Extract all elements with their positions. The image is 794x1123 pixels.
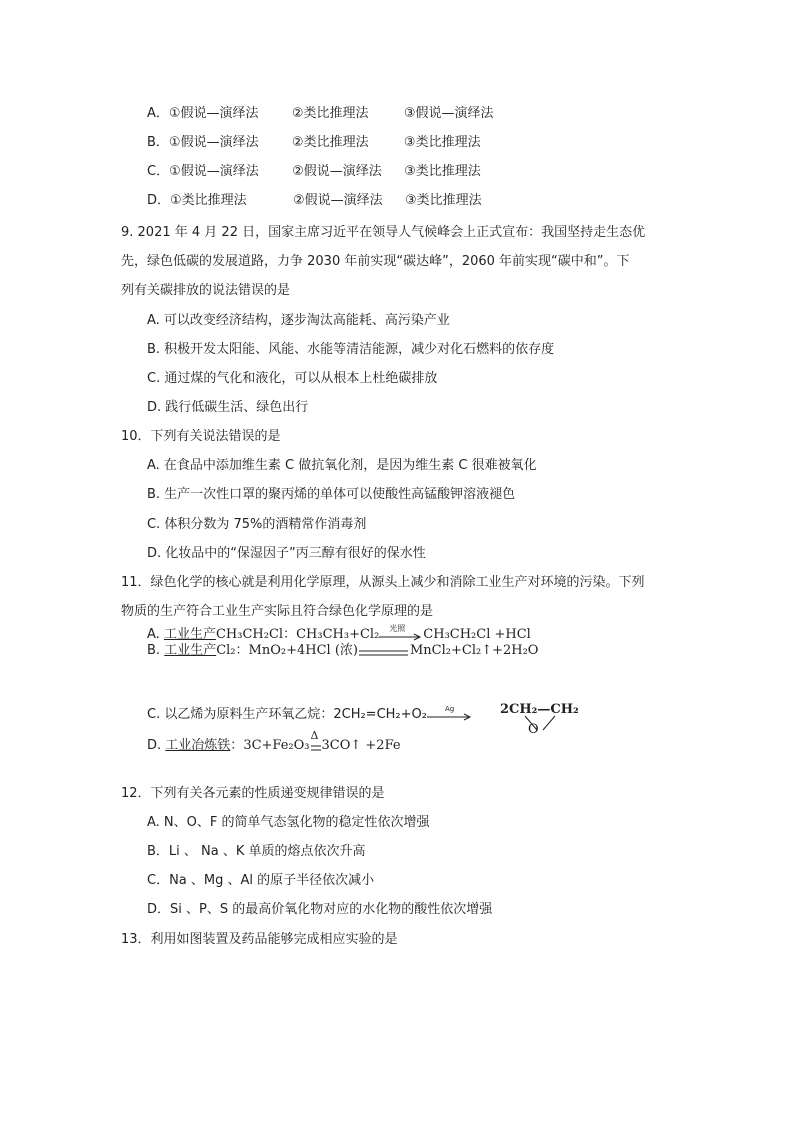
reaction-arrow xyxy=(379,623,423,642)
q10-option-a: A. 在食品中添加维生素 C 做抗氧化剂，是因为维生素 C 很难被氧化 xyxy=(147,458,537,473)
q10-stem: 10．下列有关说法错误的是 xyxy=(121,429,281,444)
arrow-condition: 光照 xyxy=(389,623,406,633)
products: MnCl₂+Cl₂↑+2H₂O xyxy=(409,643,539,658)
q11-option-b xyxy=(147,642,538,660)
q12-option-c: C．Na 、Mg 、Al 的原子半径依次减小 xyxy=(147,873,375,888)
option-label: A． xyxy=(147,106,169,121)
option-part-3: ③假说—演绎法 xyxy=(403,106,494,121)
option-label: D. xyxy=(147,738,166,753)
option-label: A. xyxy=(147,627,164,642)
option-part-2: ②类比推理法 xyxy=(291,135,369,150)
option-part-2: ②假说—演绎法 xyxy=(293,193,383,208)
option-prefix: 工业冶炼铁 xyxy=(165,738,231,753)
q12-option-d: D．Si 、P、S 的最高价氧化物对应的水化物的酸性依次增强 xyxy=(147,902,493,917)
option-part-2: ②假说—演绎法 xyxy=(292,164,382,179)
option-part-1: ①类比推理法 xyxy=(170,193,247,208)
q8-option-d xyxy=(147,192,482,210)
separator: ： xyxy=(283,627,297,642)
target-formula: Cl₂ xyxy=(216,643,236,658)
q12-option-a: A. N、O、F 的简单气态氢化物的稳定性依次增强 xyxy=(147,815,430,830)
option-part-1: ①假说—演绎法 xyxy=(169,164,259,179)
option-label: C． xyxy=(147,164,170,179)
reactants: 3C+Fe₂O₃ xyxy=(243,738,310,753)
epoxide-oxygen: O xyxy=(528,722,539,737)
arrow-condition: Ag xyxy=(444,704,455,713)
q13-stem: 13．利用如图装置及药品能够完成相应实验的是 xyxy=(121,932,398,947)
q10-option-c: C. 体积分数为 75%的酒精常作消毒剂 xyxy=(147,517,367,532)
q8-option-c xyxy=(147,163,481,181)
equals-sign-icon xyxy=(310,741,322,755)
q9-option-c: C. 通过煤的气化和液化，可以从根本上杜绝碳排放 xyxy=(147,371,438,386)
option-part-3: ③类比推理法 xyxy=(403,135,481,150)
separator: ： xyxy=(235,643,249,658)
heat-condition: Δ xyxy=(310,728,319,742)
products: CH₃CH₂Cl +HCl xyxy=(423,627,531,642)
epoxide-product: 2CH₂—CH₂ xyxy=(500,702,579,717)
target-formula: CH₃CH₂Cl xyxy=(215,627,284,642)
option-prefix: 工业生产 xyxy=(164,643,217,658)
products: 3CO↑ +2Fe xyxy=(321,738,401,753)
q11-option-c xyxy=(147,706,473,724)
separator: ： xyxy=(230,738,244,753)
double-line-equals xyxy=(358,644,410,658)
option-text: C. 以乙烯为原料生产环氧乙烷：2CH₂=CH₂+O₂ xyxy=(147,707,427,722)
heat-equals xyxy=(310,728,322,753)
option-part-2: ②类比推理法 xyxy=(291,106,369,121)
q9-stem-line-1: 9. 2021 年 4 月 22 日，国家主席习近平在领导人气候峰会上正式宣布：我国坚持走生态优 xyxy=(121,225,646,240)
equals-sign-icon xyxy=(358,646,410,660)
q11-option-d xyxy=(147,728,401,755)
q8-option-b xyxy=(147,134,481,152)
option-label: B. xyxy=(147,643,165,658)
arrow-icon xyxy=(427,710,473,724)
epoxide-ring-icon xyxy=(505,714,575,746)
q9-option-b: B. 积极开发太阳能、风能、水能等清洁能源，减少对化石燃料的依存度 xyxy=(147,342,555,357)
q9-stem-line-3: 列有关碳排放的说法错误的是 xyxy=(121,283,291,298)
option-part-1: ①假说—演绎法 xyxy=(168,135,259,150)
option-label: B． xyxy=(147,135,169,150)
q12-option-b: B．Li 、 Na 、K 单质的熔点依次升高 xyxy=(147,844,366,859)
q9-option-a: A. 可以改变经济结构，逐步淘汰高能耗、高污染产业 xyxy=(147,313,450,328)
reactants: CH₃CH₃+Cl₂ xyxy=(296,627,380,642)
q11-stem-line-2: 物质的生产符合工业生产实际且符合绿色化学原理的是 xyxy=(121,604,434,619)
q10-option-d: D. 化妆品中的“保湿因子”丙三醇有很好的保水性 xyxy=(147,546,426,561)
reactants: MnO₂+4HCl (浓) xyxy=(248,643,358,658)
q9-option-d: D. 践行低碳生活、绿色出行 xyxy=(147,400,309,415)
option-prefix: 工业生产 xyxy=(163,627,216,642)
option-part-1: ①假说—演绎法 xyxy=(168,106,259,121)
q11-stem-line-1: 11．绿色化学的核心就是利用化学原理，从源头上减少和消除工业生产对环境的污染。下列 xyxy=(121,575,645,590)
q10-option-b: B. 生产一次性口罩的聚丙烯的单体可以使酸性高锰酸钾溶液褪色 xyxy=(147,487,516,502)
reaction-arrow xyxy=(427,704,473,722)
q8-option-a xyxy=(147,105,494,123)
q9-stem-line-2: 先，绿色低碳的发展道路，力争 2030 年前实现“碳达峰”，2060 年前实现“碳中和”。下 xyxy=(121,254,630,269)
option-label: D． xyxy=(147,193,171,208)
q12-stem: 12．下列有关各元素的性质递变规律错误的是 xyxy=(121,786,385,801)
option-part-3: ③类比推理法 xyxy=(405,193,482,208)
option-part-3: ③类比推理法 xyxy=(404,164,481,179)
